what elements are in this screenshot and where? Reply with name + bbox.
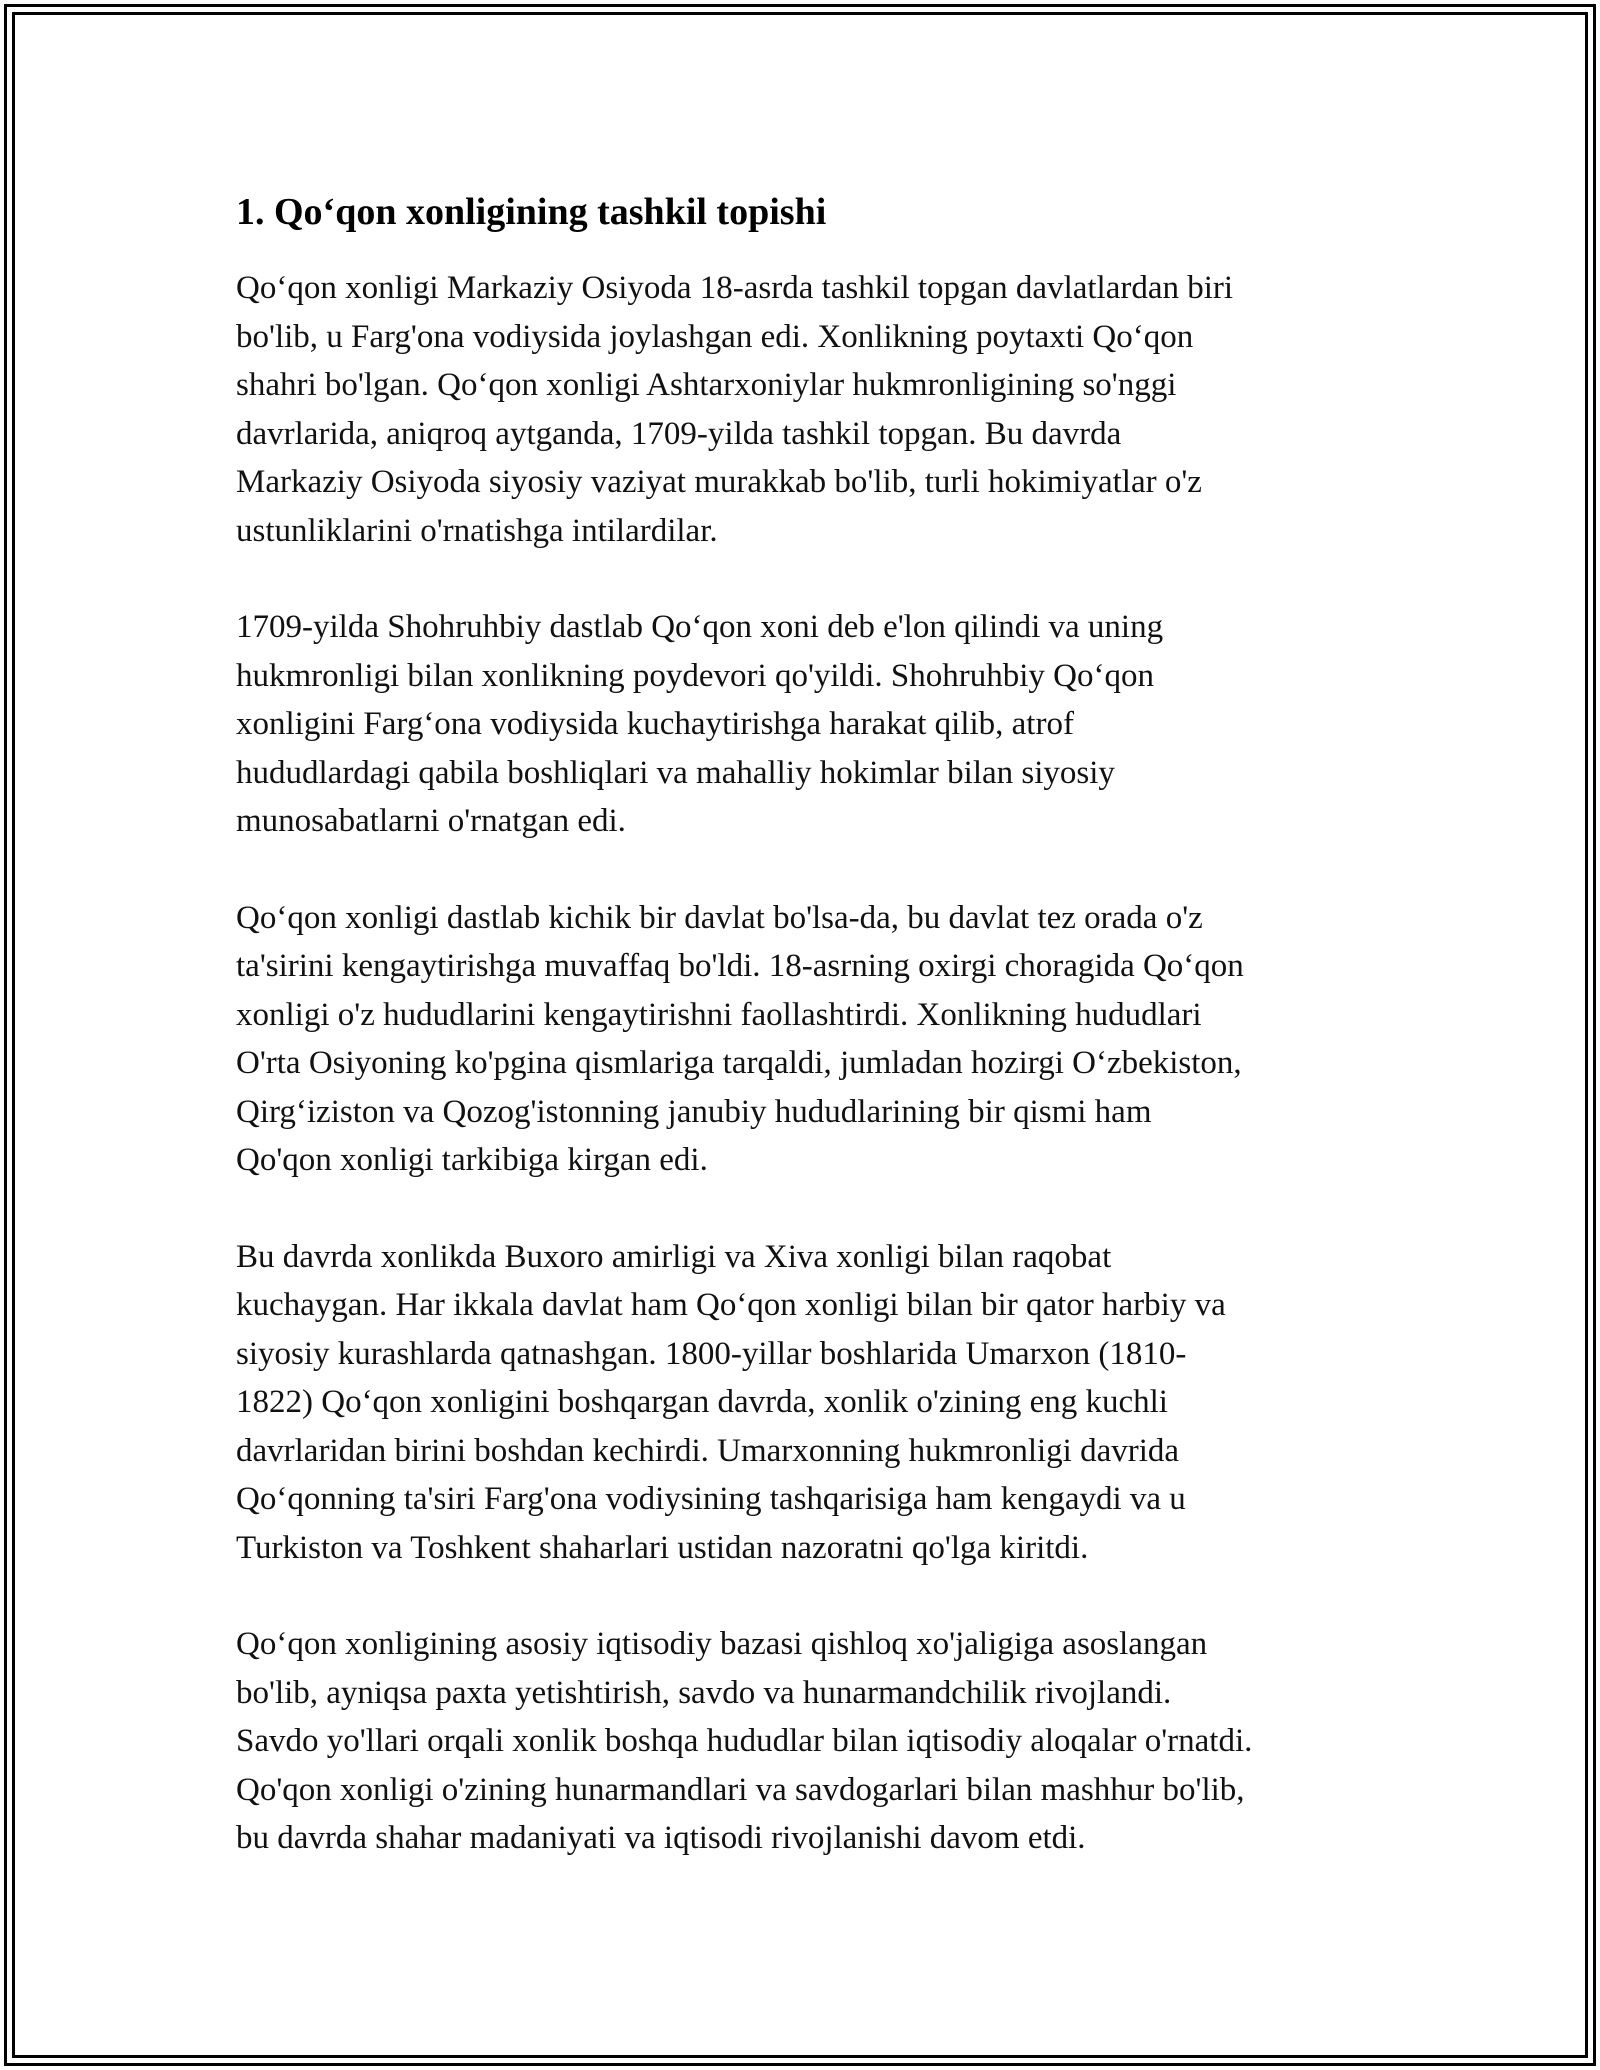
paragraph-5: Qo‘qon xonligining asosiy iqtisodiy bazasi qishloq xo'jaligiga asoslangan bo'lib, ayniqsa paxta yetishtirish, savdo va hunarmandchilik rivojlandi. Savdo yo'llari orqali xonlik boshqa hududlar bilan iqtisodiy aloqalar o'rnatdi. Qo'qon xonligi o'zining hunarmandlari va savdogarlari bilan mashhur bo'lib, bu davrda shahar madaniyati va iqtisodi rivojlanishi davom etdi. — [236, 1626, 1253, 1856]
paragraph-3: Qo‘qon xonligi dastlab kichik bir davlat bo'lsa-da, bu davlat tez orada o'z ta'sirini kengaytirishga muvaffaq bo'ldi. 18-asrning oxirgi choragida Qo‘qon xonligi o'z hududlarini kengaytirishni faollashtirdi. Xonlikning hududlari O'rta Osiyoning ko'pgina qismlariga tarqaldi, jumladan hozirgi O‘zbekiston, Qirg‘iziston va Qozog'istonning janubiy hududlarining bir qismi ham Qo'qon xonligi tarkibiga kirgan edi. — [236, 899, 1244, 1178]
paragraph-4: Bu davrda xonlikda Buxoro amirligi va Xiva xonligi bilan raqobat kuchaygan. Har ikkala davlat ham Qo‘qon xonligi bilan bir qator harbiy va siyosiy kurashlarda qatnashgan. 1800-yillar boshlarida Umarxon (1810- 1822) Qo‘qon xonligini boshqargan davrda, xonlik o'zining eng kuchli davrlaridan birini boshdan kechirdi. Umarxonning hukmronligi davrida Qo‘qonning ta'siri Farg'ona vodiysining tashqarisiga ham kengaydi va u Turkiston va Toshkent shaharlari ustidan nazoratni qo'lga kiritdi. — [236, 1238, 1226, 1566]
section-heading: 1. Qo‘qon xonligining tashkil topishi — [236, 191, 827, 233]
document-body — [236, 186, 1366, 1863]
paragraph-2: 1709-yilda Shohruhbiy dastlab Qo‘qon xoni deb e'lon qilindi va uning hukmronligi bilan xonlikning poydevori qo'yildi. Shohruhbiy Qo‘qon xonligini Farg‘ona vodiysida kuchaytirishga harakat qilib, atrof hududlardagi qabila boshliqlari va mahalliy hokimlar bilan siyosiy munosabatlarni o'rnatgan edi. — [236, 609, 1164, 839]
paragraph-1: Qo‘qon xonligi Markaziy Osiyoda 18-asrda tashkil topgan davlatlardan biri bo'lib, u Farg'ona vodiysida joylashgan edi. Xonlikning poytaxti Qo‘qon shahri bo'lgan. Qo‘qon xonligi Ashtarxoniylar hukmronligining so'nggi davrlarida, aniqroq aytganda, 1709-yilda tashkil topgan. Bu davrda Markaziy Osiyoda siyosiy vaziyat murakkab bo'lib, turli hokimiyatlar o'z ustunliklarini o'rnatishga intilardilar. — [236, 270, 1234, 549]
